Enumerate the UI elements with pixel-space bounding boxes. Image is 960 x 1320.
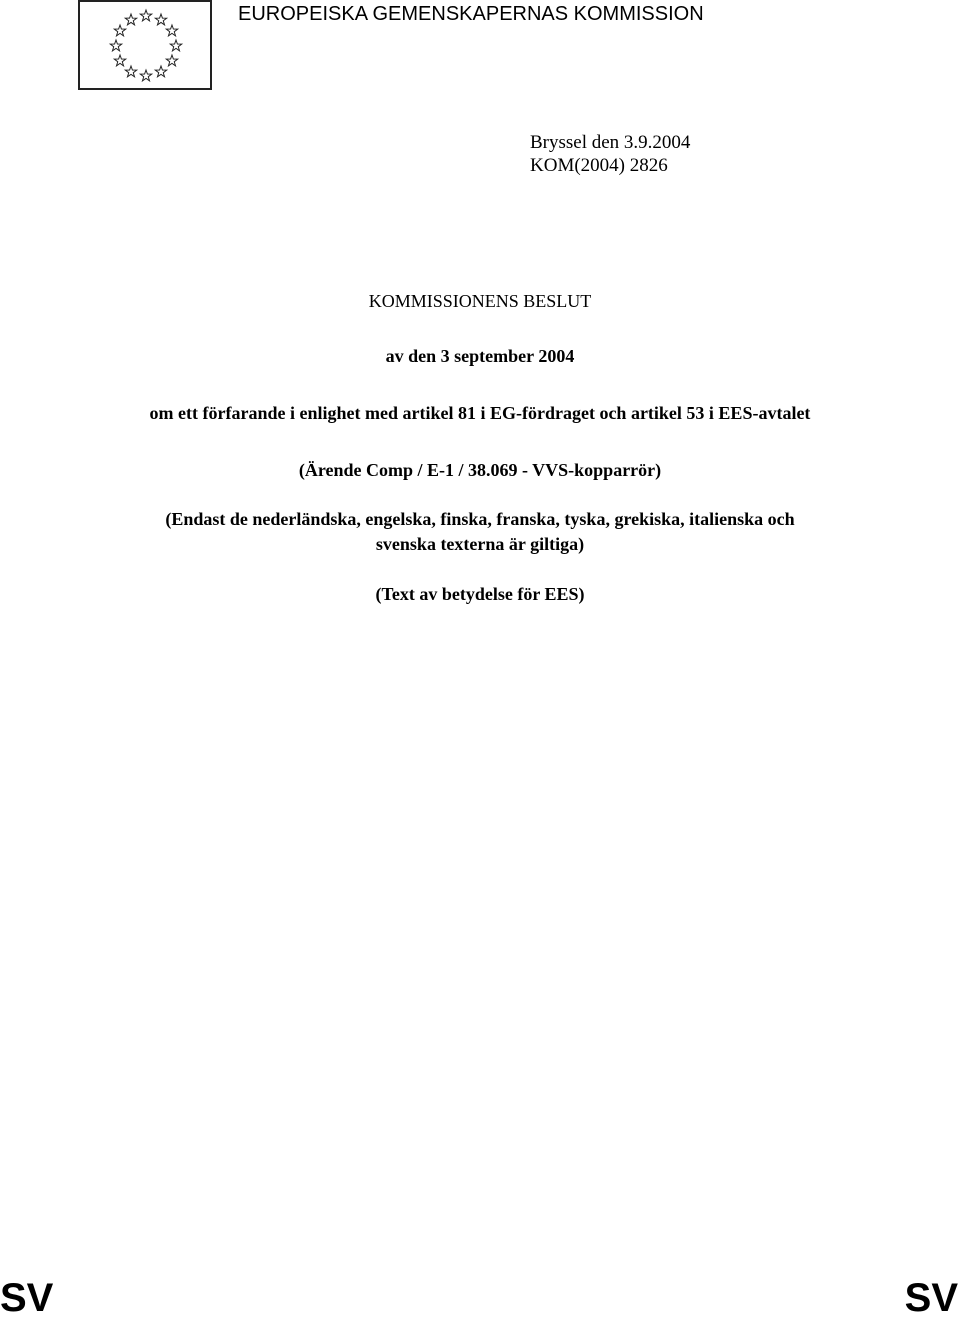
star-icon bbox=[166, 25, 177, 36]
document-type-heading: KOMMISSIONENS BESLUT bbox=[368, 291, 592, 311]
eu-stars-circle bbox=[80, 2, 210, 88]
star-icon bbox=[125, 14, 136, 25]
star-icon bbox=[114, 25, 125, 36]
star-icon bbox=[155, 14, 166, 25]
decision-subject: om ett förfarande i enlighet med artikel 81 i EG-fördraget och artikel 53 i EES-avtalet bbox=[149, 403, 811, 423]
star-icon bbox=[140, 10, 151, 21]
case-reference: (Ärende Comp / E-1 / 38.069 - VVS-kopparrör) bbox=[298, 460, 662, 480]
star-icon bbox=[114, 55, 125, 66]
language-code-left: SV bbox=[0, 1276, 54, 1320]
star-icon bbox=[166, 55, 177, 66]
eu-flag-icon bbox=[78, 0, 212, 90]
language-code-right: SV bbox=[904, 1276, 958, 1320]
star-icon bbox=[125, 66, 136, 77]
eea-relevance-note: (Text av betydelse för EES) bbox=[375, 584, 585, 604]
star-icon bbox=[110, 40, 121, 51]
document-reference: KOM(2004) 2826 bbox=[530, 155, 668, 176]
star-icon bbox=[170, 40, 181, 51]
authentic-languages-line-2: svenska texterna är giltiga) bbox=[375, 534, 585, 554]
authentic-languages-line-1: (Endast de nederländska, engelska, finska, franska, tyska, grekiska, italienska och bbox=[165, 509, 795, 529]
star-icon bbox=[140, 70, 151, 81]
organization-name: EUROPEISKA GEMENSKAPERNAS KOMMISSION bbox=[238, 3, 704, 25]
decision-date: av den 3 september 2004 bbox=[385, 346, 575, 366]
place-date: Bryssel den 3.9.2004 bbox=[530, 132, 691, 153]
star-icon bbox=[155, 66, 166, 77]
